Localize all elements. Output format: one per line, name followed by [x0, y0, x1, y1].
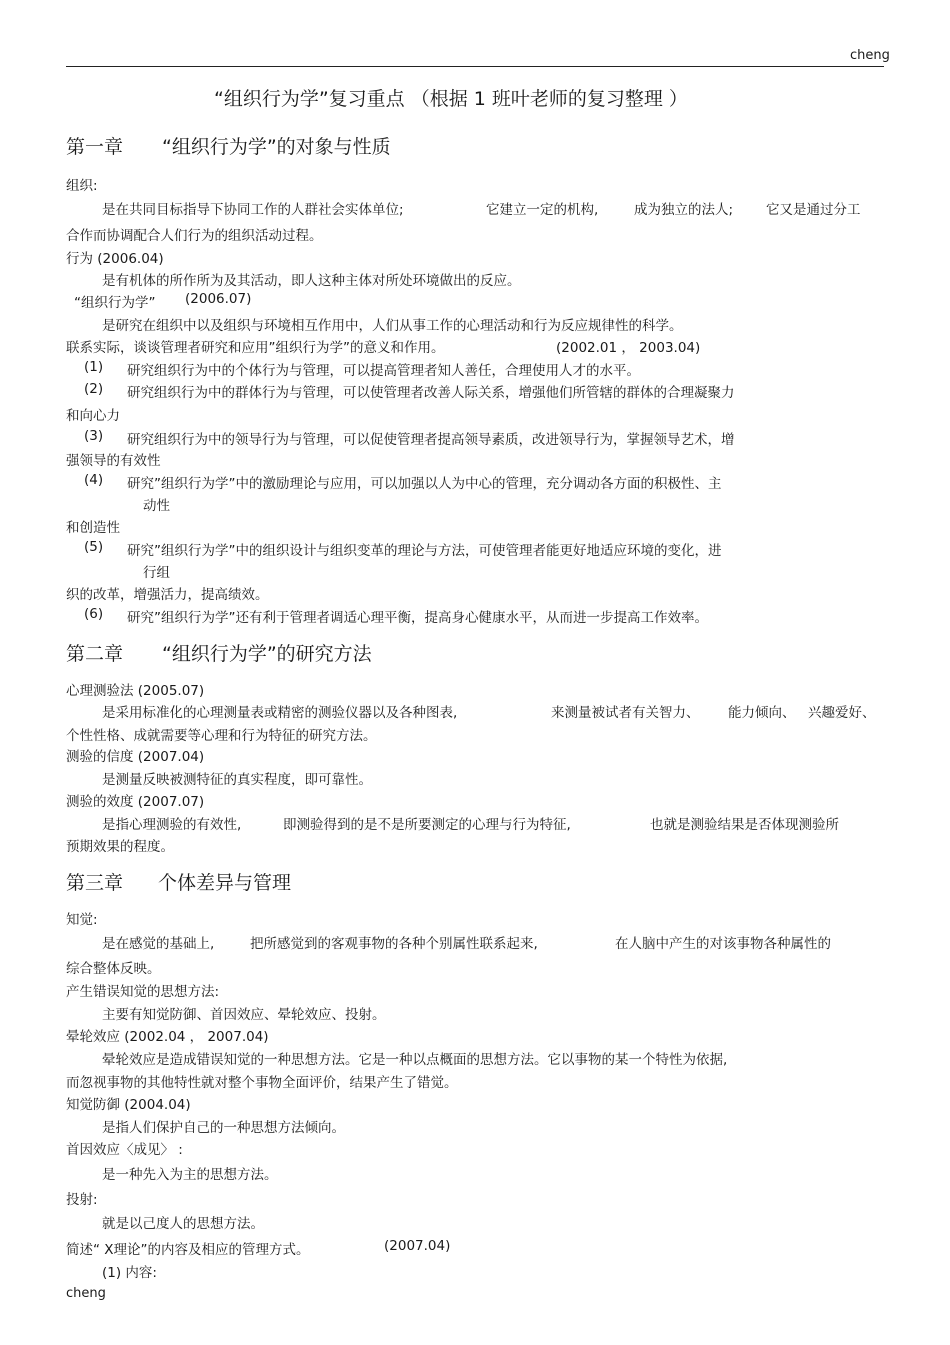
org-def-b: 它建立一定的机构,	[486, 202, 599, 218]
psy-test-label: 心理测验法 (2005.07)	[66, 683, 205, 699]
item-4-wrap: 动性	[143, 498, 170, 514]
halo-label: 晕轮效应 (2002.04 ， 2007.04)	[66, 1029, 269, 1045]
halo-def-cont: 而忽视事物的其他特性就对整个事物全面评价，结果产生了错觉。	[66, 1075, 458, 1091]
item-4-cont: 和创造性	[66, 520, 120, 536]
item-5-number: (5)	[84, 539, 104, 555]
perception-label: 知觉:	[66, 912, 98, 928]
validity-def-a: 是指心理测验的有效性,	[102, 817, 242, 833]
chapter-2-title: “组织行为学”的研究方法	[162, 643, 372, 665]
halo-def: 晕轮效应是造成错误知觉的一种思想方法。它是一种以点概面的思想方法。它以事物的某一个特性为依据,	[102, 1052, 728, 1068]
primacy-def: 是一种先入为主的思想方法。	[102, 1167, 278, 1183]
validity-def-b: 即测验得到的是不是所要测定的心理与行为特征,	[283, 817, 571, 833]
item-1-text: 研究组织行为中的个体行为与管理，可以提高管理者知人善任，合理使用人才的水平。	[127, 363, 640, 379]
perception-def-b: 把所感觉到的客观事物的各种个别属性联系起来,	[250, 936, 538, 952]
page-footer: cheng	[66, 1286, 106, 1301]
item-5-wrap: 行组	[143, 565, 170, 581]
org-label: 组织:	[66, 178, 98, 194]
org-def-a: 是在共同目标指导下协同工作的人群社会实体单位;	[102, 202, 404, 218]
item-2-cont: 和向心力	[66, 408, 120, 424]
psy-test-def-a: 是采用标准化的心理测量表或精密的测验仪器以及各种图表,	[102, 705, 458, 721]
validity-def-cont: 预期效果的程度。	[66, 839, 174, 855]
item-5-cont: 织的改革，增强活力，提高绩效。	[66, 587, 269, 603]
item-3-number: (3)	[84, 428, 104, 444]
significance-dates: (2002.01 ， 2003.04)	[556, 340, 701, 356]
x-theory-question: 简述“ X理论”的内容及相应的管理方式。	[66, 1242, 310, 1258]
x-theory-date: (2007.04)	[384, 1238, 451, 1254]
behavior-def: 是有机体的所作所为及其活动，即人这种主体对所处环境做出的反应。	[102, 273, 521, 289]
item-2-number: (2)	[84, 381, 104, 397]
primacy-label: 首因效应〈成见〉 :	[66, 1142, 183, 1158]
reliability-def: 是测量反映被测特征的真实程度，即可靠性。	[102, 772, 372, 788]
reliability-label: 测验的信度 (2007.04)	[66, 749, 205, 765]
projection-def: 就是以己度人的思想方法。	[102, 1216, 264, 1232]
item-3-text: 研究组织行为中的领导行为与管理，可以促使管理者提高领导素质，改进领导行为，掌握领导艺术，增	[127, 432, 735, 448]
psy-test-def-c: 能力倾向、	[728, 705, 796, 721]
ob-def: 是研究在组织中以及组织与环境相互作用中，人们从事工作的心理活动和行为反应规律性的科学。	[102, 318, 683, 334]
psy-test-def-d: 兴趣爱好、	[808, 705, 876, 721]
psy-test-def-cont: 个性性格、成就需要等心理和行为特征的研究方法。	[66, 728, 377, 744]
page-header: cheng	[850, 48, 890, 63]
perception-def-c: 在人脑中产生的对该事物各种属性的	[615, 936, 831, 952]
defense-def: 是指人们保护自己的一种思想方法倾向。	[102, 1120, 345, 1136]
misperception-label: 产生错误知觉的思想方法:	[66, 984, 220, 1000]
chapter-3-number: 第三章	[66, 872, 124, 894]
perception-def-cont: 综合整体反映。	[66, 961, 161, 977]
item-4-number: (4)	[84, 472, 104, 488]
org-def-c: 成为独立的法人;	[634, 202, 734, 218]
validity-def-c: 也就是测验结果是否体现测验所	[650, 817, 839, 833]
item-3-cont: 强领导的有效性	[66, 453, 161, 469]
x-theory-item-1: (1) 内容:	[102, 1265, 157, 1281]
header-rule	[66, 66, 884, 67]
item-5-text: 研究”组织行为学”中的组织设计与组织变革的理论与方法，可使管理者能更好地适应环境的变化，进	[127, 543, 722, 559]
org-def-d: 它又是通过分工	[766, 202, 861, 218]
item-6-text: 研究”组织行为学”还有利于管理者调适心理平衡，提高身心健康水平，从而进一步提高工作效率。	[127, 610, 708, 626]
defense-label: 知觉防御 (2004.04)	[66, 1097, 191, 1113]
document-title: “组织行为学”复习重点 （根据 1 班叶老师的复习整理 ）	[214, 88, 688, 110]
validity-label: 测验的效度 (2007.07)	[66, 794, 205, 810]
ob-date: (2006.07)	[185, 291, 252, 307]
chapter-3-title: 个体差异与管理	[158, 872, 292, 894]
chapter-2-number: 第二章	[66, 643, 124, 665]
misperception-def: 主要有知觉防御、首因效应、晕轮效应、投射。	[102, 1007, 386, 1023]
perception-def-a: 是在感觉的基础上,	[102, 936, 215, 952]
chapter-1-title: “组织行为学”的对象与性质	[162, 136, 391, 158]
org-def-cont: 合作而协调配合人们行为的组织活动过程。	[66, 228, 323, 244]
item-6-number: (6)	[84, 606, 104, 622]
significance-label: 联系实际，谈谈管理者研究和应用”组织行为学”的意义和作用。	[66, 340, 445, 356]
chapter-1-number: 第一章	[66, 136, 124, 158]
psy-test-def-b: 来测量被试者有关智力、	[551, 705, 700, 721]
ob-label: “组织行为学”	[74, 295, 156, 311]
projection-label: 投射:	[66, 1192, 98, 1208]
behavior-label: 行为 (2006.04)	[66, 251, 164, 267]
item-2-text: 研究组织行为中的群体行为与管理，可以使管理者改善人际关系，增强他们所管辖的群体的合理凝聚力	[127, 385, 735, 401]
item-1-number: (1)	[84, 359, 104, 375]
item-4-text: 研究”组织行为学”中的激励理论与应用，可以加强以人为中心的管理，充分调动各方面的积极性、主	[127, 476, 722, 492]
